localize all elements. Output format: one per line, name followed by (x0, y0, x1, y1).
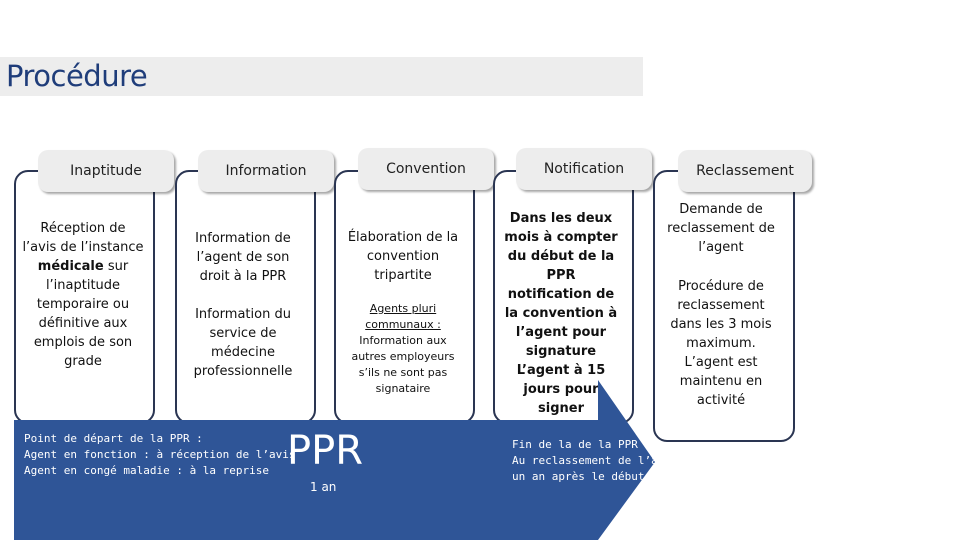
column-information-p1: Information de l’agent de son droit à la PPR (195, 231, 291, 284)
column-information-header: Information (198, 150, 334, 192)
page-title: Procédure (6, 59, 148, 93)
column-information-p2: Information du service de médecine professionnelle (193, 307, 293, 379)
arrow-duration-label: 1 an (310, 480, 337, 494)
column-reclassement-p1: Demande de reclassement de l’agent (667, 202, 775, 255)
inaptitude-text-part2: sur l’inaptitude temporaire ou définitive aux emplois de son grade (33, 259, 133, 369)
inaptitude-text-bold: médicale (37, 259, 104, 274)
arrow-start-text: Point de départ de la PPR : Agent en fonction : à réception de l’avis Agent en congé maladie : à la reprise (24, 432, 296, 477)
column-notification-header: Notification (516, 148, 652, 190)
convention-agents-heading: Agents pluri communaux : (365, 302, 441, 331)
column-notification-text: Dans les deux mois à compter du début de la PPR notification de la convention à l’agent pour signature L’agent à 15 jours pour signer (504, 211, 618, 416)
column-convention-header: Convention (358, 148, 494, 190)
column-reclassement-header: Reclassement (678, 150, 812, 192)
column-convention-p1: Élaboration de la convention tripartite (347, 230, 459, 283)
arrow-ppr-label: PPR (287, 428, 364, 474)
column-reclassement-p2: Procédure de reclassement dans les 3 mois maximum. L’agent est maintenu en activité (670, 279, 772, 408)
convention-agents-text: Information aux autres employeurs s’ils ne sont pas signataire (351, 334, 455, 395)
inaptitude-text-part1: Réception de l’avis de l’instance (22, 221, 144, 255)
arrow-end-text: Fin de la de la PPR : Au reclassement de l’age un an après le début. (512, 438, 671, 483)
column-inaptitude-header: Inaptitude (38, 150, 174, 192)
